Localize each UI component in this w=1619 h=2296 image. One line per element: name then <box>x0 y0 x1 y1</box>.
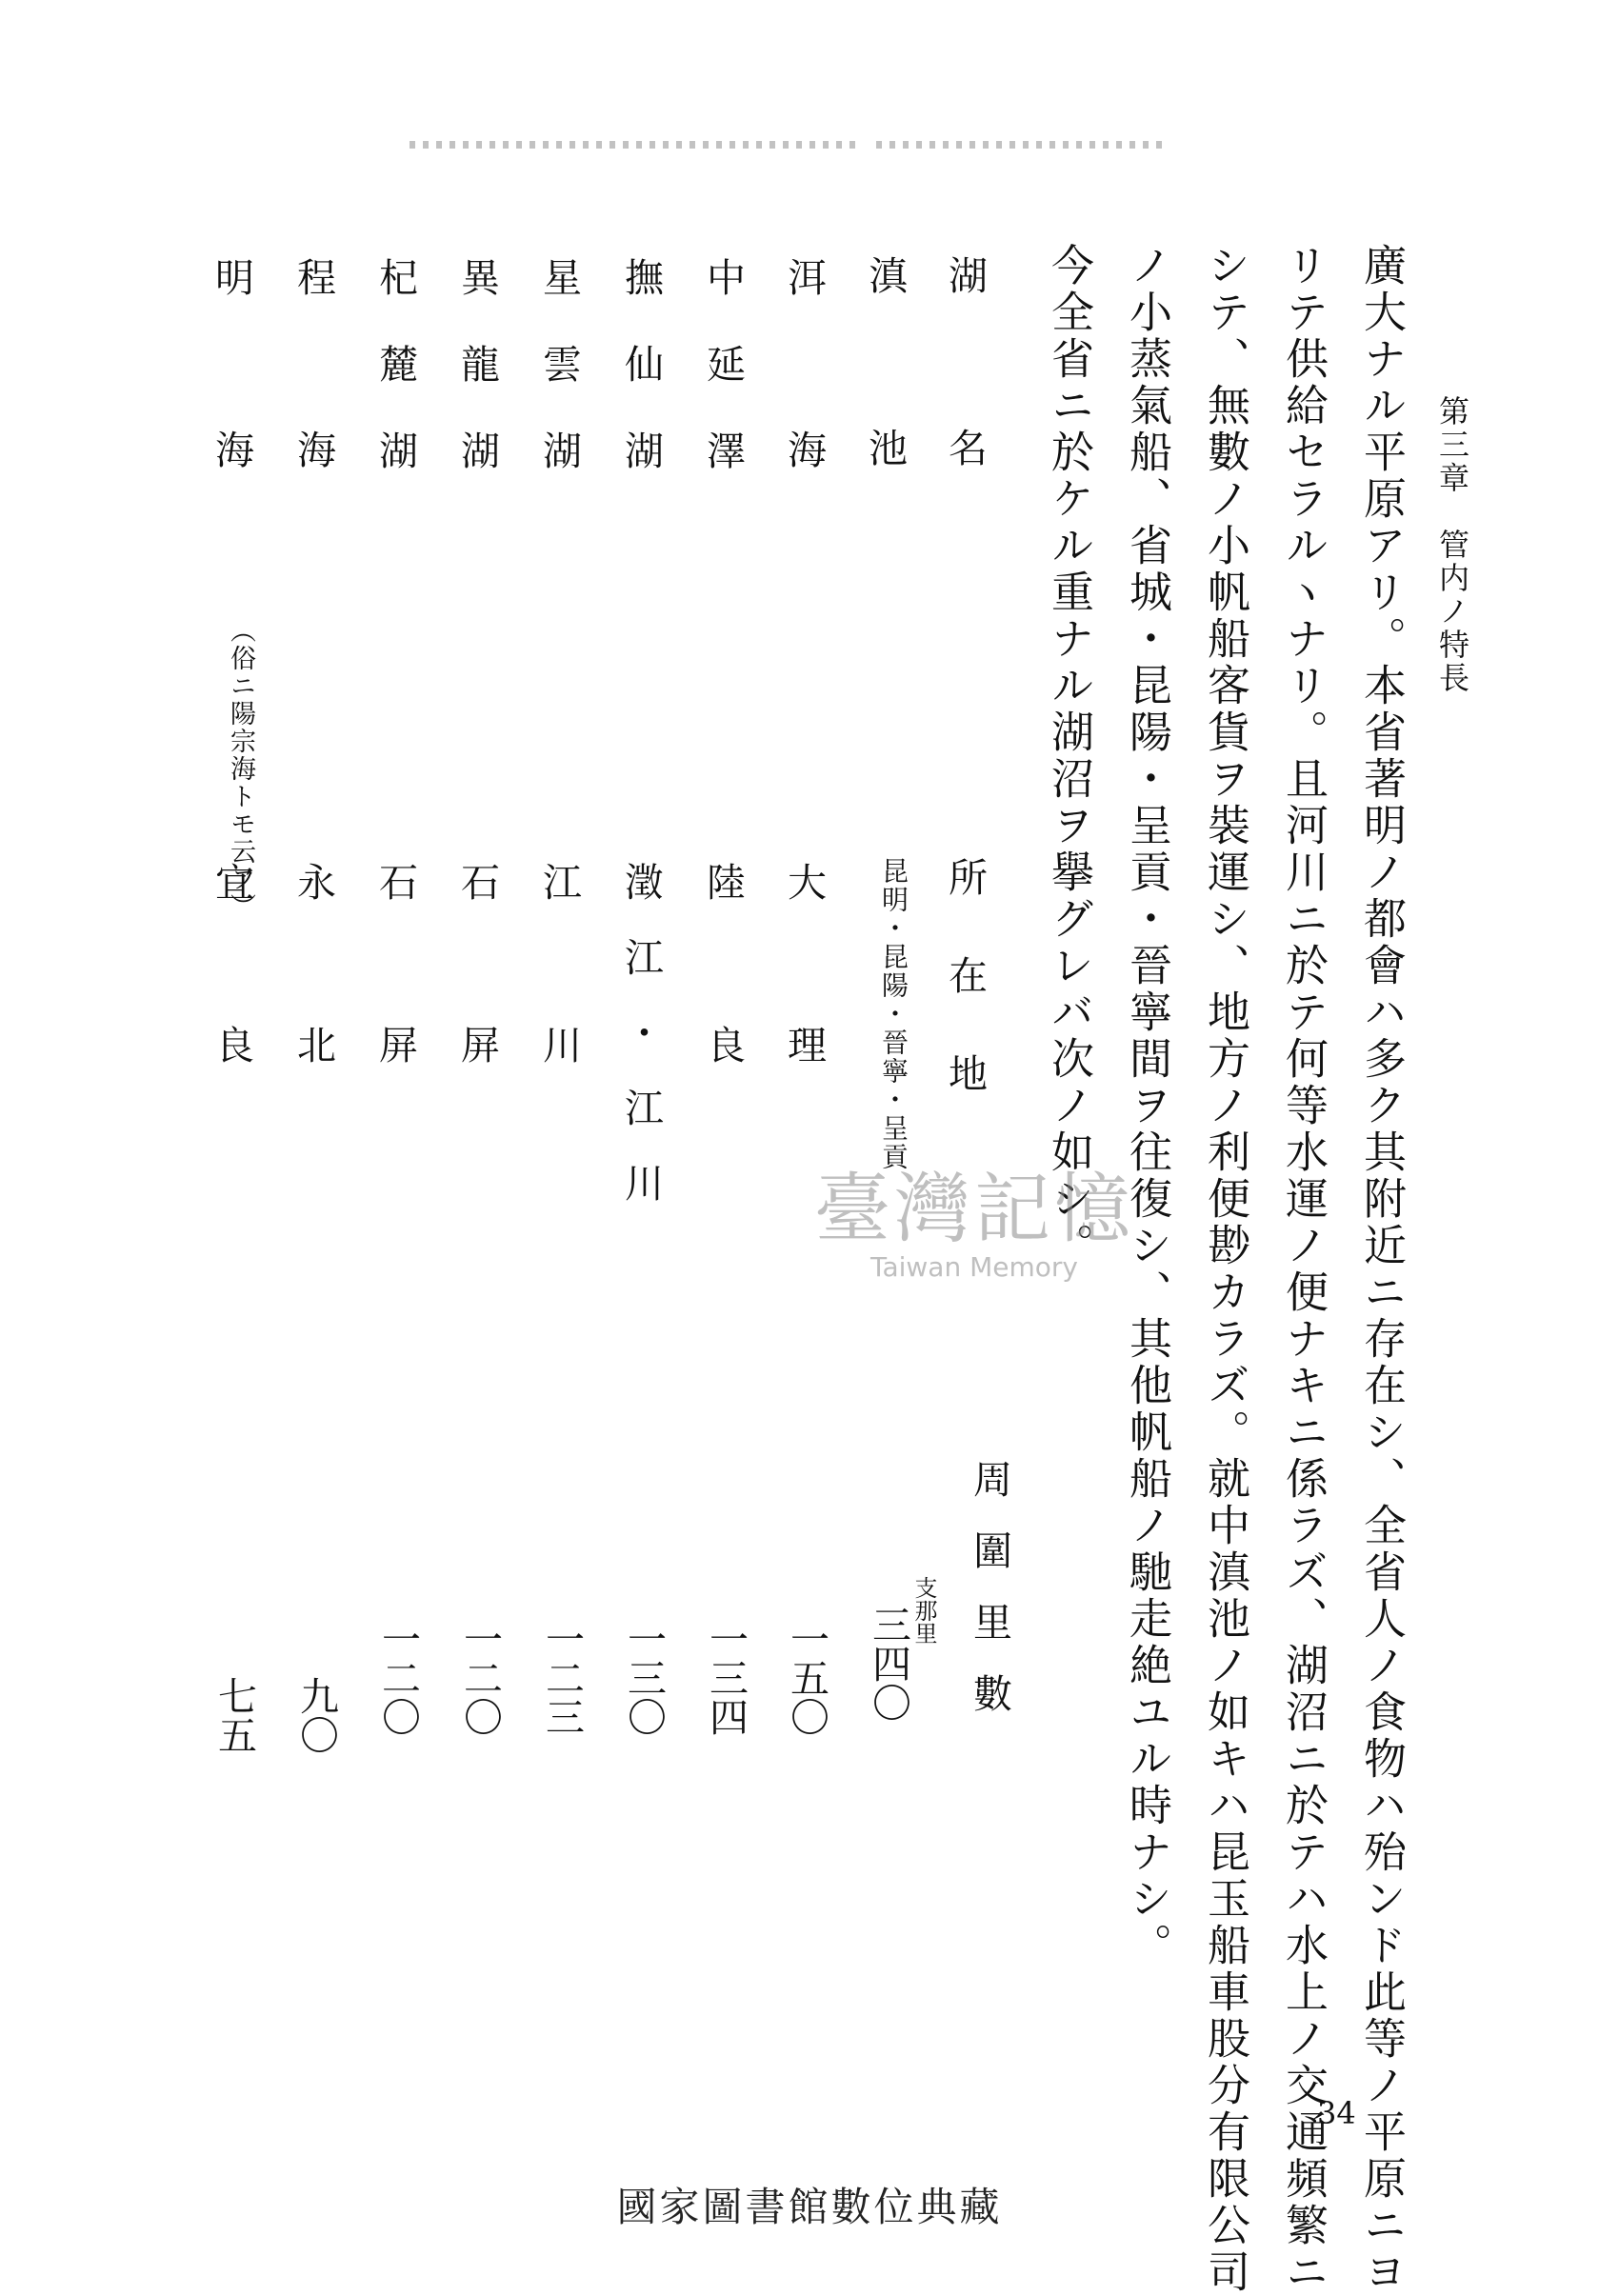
footer-caption: 國家圖書館數位典藏 <box>616 2184 1003 2230</box>
table-row-location: 昆明・昆陽・晉寧・呈貢 <box>878 857 909 1171</box>
paragraph-line: 廣大ナル平原アリ。本省著明ノ都會ハ多ク其附近ニ存在シ、全省人ノ食物ハ殆ンド此等ノ平原ニヨ <box>1356 243 1407 2296</box>
paragraph-line: リテ供給セラルヽナリ。且河川ニ於テ何等水運ノ便ナキニ係ラズ、湖沼ニ於テハ水上ノ交通頻繁ニ <box>1278 243 1329 2296</box>
paragraph-line: シテ、無數ノ小帆船客貨ヲ裝運シ、地方ノ利便尠カラズ。就中滇池ノ如キハ昆玉船車股分有限公司 <box>1200 243 1250 2296</box>
table-header-name: 湖名 <box>942 255 988 600</box>
table-row-circumference: 三四〇 <box>866 1605 911 1722</box>
table-row-circumference: 一二〇 <box>375 1619 421 1736</box>
table-row-name: 滇池 <box>862 255 908 600</box>
scan-artifact <box>410 141 857 149</box>
paragraph-line: 今全省ニ於ケル重ナル湖沼ヲ擧グレバ次ノ如シ。 <box>1044 243 1094 1269</box>
page-number: 34 <box>1317 2095 1356 2131</box>
table-row-name: 明海 <box>209 257 254 602</box>
table-row-circumference: 一三〇 <box>621 1619 667 1736</box>
table-row-location: 澂江・江川 <box>618 862 664 1238</box>
scan-artifact <box>876 141 1162 149</box>
table-row-circumference: 一二三 <box>539 1619 585 1736</box>
table-row-location: 永北 <box>290 862 336 1188</box>
table-row-name: 星雲湖 <box>536 257 582 517</box>
table-row-circumference: 九〇 <box>293 1676 339 1754</box>
table-row-location: 石屏 <box>454 862 500 1188</box>
table-row-location: 宜良 <box>209 862 254 1188</box>
table-row-location: 石屏 <box>372 862 418 1188</box>
watermark <box>814 1148 1134 1283</box>
watermark-en: Taiwan Memory <box>870 1251 1078 1283</box>
table-row-circumference: 一三四 <box>703 1619 749 1736</box>
table-row-name: 杞麓湖 <box>372 257 418 517</box>
table-row-name: 中延澤 <box>700 257 746 517</box>
table-row-note: （俗ニ陽宗海トモ云フ） <box>226 617 255 921</box>
watermark-cn: 臺灣記憶 <box>814 1165 1134 1253</box>
table-header-location: 所在地 <box>942 857 988 1151</box>
table-row-location: 大理 <box>781 862 827 1188</box>
table-row-name: 異龍湖 <box>454 257 500 517</box>
table-row-name: 撫仙湖 <box>618 257 664 517</box>
table-row-location: 陸良 <box>700 862 746 1188</box>
unit-label: 支那里 <box>910 1576 937 1645</box>
paragraph-line: ノ小蒸氣船、省城・昆陽・呈貢・晉寧間ヲ往復シ、其他帆船ノ馳走絶ユル時ナシ。 <box>1122 243 1172 1969</box>
table-row-circumference: 七五 <box>211 1676 257 1754</box>
table-row-name: 程海 <box>290 257 336 602</box>
chapter-header: 第三章 管内ノ特長 <box>1434 395 1470 695</box>
table-row-circumference: 一二〇 <box>457 1619 503 1736</box>
table-row-name: 洱海 <box>781 257 827 602</box>
table-row-circumference: 一五〇 <box>784 1619 829 1736</box>
table-row-location: 江川 <box>536 862 582 1188</box>
table-header-circumference: 周圍里數 <box>967 1459 1012 1745</box>
